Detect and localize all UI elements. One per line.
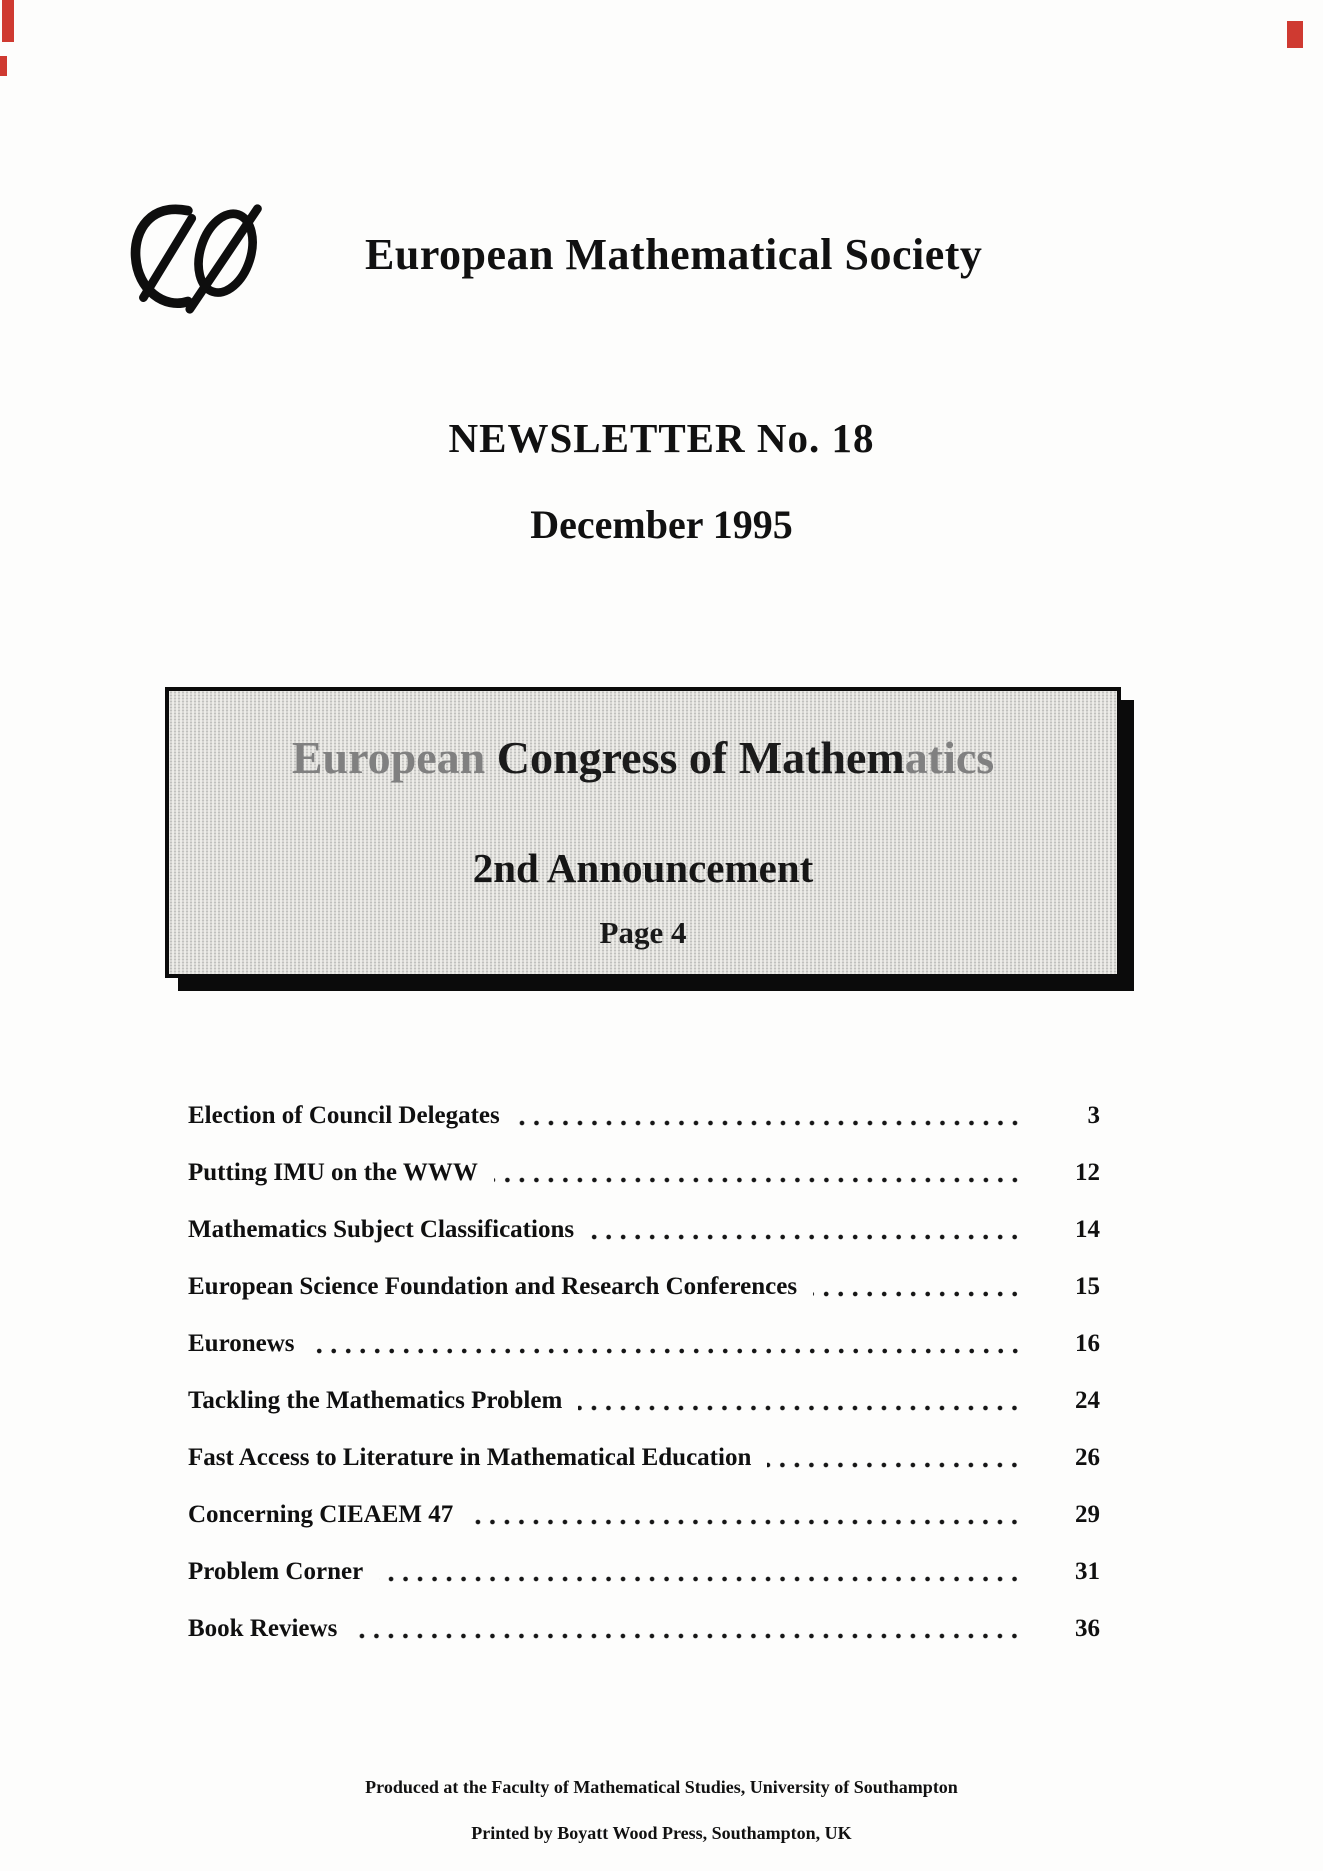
dot-leader xyxy=(353,1632,1022,1640)
toc-page-number: 36 xyxy=(1075,1615,1100,1642)
toc-item-label: Mathematics Subject Classifications xyxy=(188,1216,575,1243)
toc-item xyxy=(188,1499,1100,1531)
toc-page-number: 15 xyxy=(1075,1273,1100,1300)
toc-item-label: Putting IMU on the WWW xyxy=(188,1159,478,1186)
toc-item xyxy=(188,1385,1100,1417)
toc-item xyxy=(188,1271,1100,1303)
toc-page-number: 24 xyxy=(1075,1387,1100,1414)
toc-item xyxy=(188,1100,1100,1132)
toc-item-label: Tackling the Mathematics Problem xyxy=(188,1387,563,1414)
toc-item-label: Problem Corner xyxy=(188,1558,364,1585)
dot-leader xyxy=(311,1347,1022,1355)
toc-page-number: 12 xyxy=(1075,1159,1100,1186)
toc-item-label: Book Reviews xyxy=(188,1615,338,1642)
imprint xyxy=(0,1777,1323,1844)
toc-item-label: Concerning CIEAEM 47 xyxy=(188,1501,454,1528)
imprint-line-1: Produced at the Faculty of Mathematical Studies, University of Southampton xyxy=(365,1777,958,1797)
announcement-title xyxy=(169,691,1117,783)
toc-page-number: 14 xyxy=(1075,1216,1100,1243)
ems-logo-icon xyxy=(126,194,271,322)
dot-leader xyxy=(516,1119,1022,1127)
organization-name: European Mathematical Society xyxy=(365,230,983,280)
announcement-subtitle: 2nd Announcement xyxy=(472,845,814,891)
toc-item xyxy=(188,1442,1100,1474)
announcement-box xyxy=(165,687,1121,978)
toc-item xyxy=(188,1157,1100,1189)
dot-leader xyxy=(813,1290,1022,1298)
dot-leader xyxy=(590,1233,1022,1241)
toc-item-label: Fast Access to Literature in Mathematical Education xyxy=(188,1444,752,1471)
announcement-title-faded-end: atics xyxy=(904,732,995,783)
dot-leader xyxy=(379,1575,1022,1583)
toc-item xyxy=(188,1613,1100,1645)
toc-page-number: 16 xyxy=(1075,1330,1100,1357)
toc-item-label: Euronews xyxy=(188,1330,295,1357)
imprint-line-2: Printed by Boyatt Wood Press, Southampton, UK xyxy=(471,1823,852,1843)
toc-item xyxy=(188,1556,1100,1588)
red-scan-mark xyxy=(2,0,14,42)
toc-item-label: Election of Council Delegates xyxy=(188,1102,500,1129)
announcement-page-ref: Page 4 xyxy=(599,915,687,950)
dot-leader xyxy=(767,1461,1022,1469)
dot-leader xyxy=(578,1404,1022,1412)
toc-item-label: European Science Foundation and Research Conferences xyxy=(188,1273,798,1300)
dot-leader xyxy=(494,1176,1022,1184)
newsletter-title: NEWSLETTER No. 18 xyxy=(448,415,875,461)
issue-date: December 1995 xyxy=(530,502,793,547)
red-scan-mark xyxy=(0,56,7,76)
toc-item xyxy=(188,1214,1100,1246)
dot-leader xyxy=(469,1518,1022,1526)
red-scan-mark xyxy=(1287,21,1303,48)
toc-item xyxy=(188,1328,1100,1360)
announcement-title-faded-start: European xyxy=(291,732,497,783)
table-of-contents xyxy=(188,1100,1100,1670)
announcement-title-dark-middle: Congress of Mathem xyxy=(496,732,905,783)
toc-page-number: 31 xyxy=(1075,1558,1100,1585)
toc-page-number: 29 xyxy=(1075,1501,1100,1528)
toc-page-number: 26 xyxy=(1075,1444,1100,1471)
toc-page-number: 3 xyxy=(1087,1102,1100,1129)
